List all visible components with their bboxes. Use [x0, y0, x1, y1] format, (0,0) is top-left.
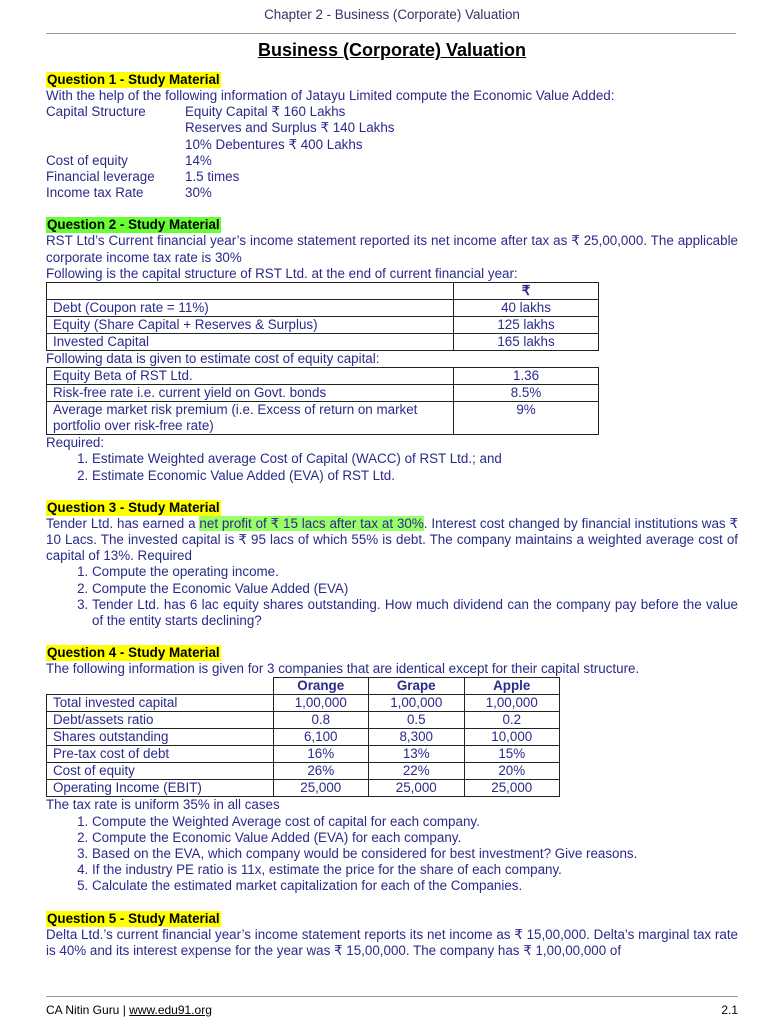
running-header: Chapter 2 - Business (Corporate) Valuation: [264, 7, 520, 22]
list-item: 1. Compute the Weighted Average cost of capital for each company.: [92, 814, 738, 830]
question-2-paragraph: Following data is given to estimate cost of equity capital:: [46, 351, 380, 367]
list-item: 2. Compute the Economic Value Added (EVA): [92, 581, 738, 597]
footer-credit: CA Nitin Guru | www.edu91.org: [46, 1003, 212, 1017]
question-3: [46, 500, 738, 629]
question-4-paragraph: The following information is given for 3 companies that are identical except for their capital structure.: [46, 661, 640, 677]
q1-row: Cost of equity 14%: [46, 152, 212, 168]
list-item: 3. Tender Ltd. has 6 lac equity shares outstanding. How much dividend can the company pay before the value of the entity starts declining?: [92, 597, 738, 629]
question-3-list: [46, 564, 738, 629]
table-row: Risk-free rate i.e. current yield on Govt. bonds 8.5%: [47, 385, 599, 402]
question-2-paragraph: RST Ltd’s Current financial year’s income statement reported its net income after tax as ₹ 25,00,000. The applicable corporate income tax rate is 30%: [46, 233, 738, 265]
table-row: Operating Income (EBIT) 25,000 25,000 25,000: [47, 780, 560, 797]
document-title: Business (Corporate) Valuation: [257, 40, 527, 60]
table-row: Average market risk premium (i.e. Excess of return on market portfolio over risk-free rate) 9%: [47, 402, 599, 435]
question-5: [46, 911, 738, 959]
table-row: Total invested capital 1,00,000 1,00,000 1,00,000: [47, 695, 560, 712]
list-item: 2. Compute the Economic Value Added (EVA) for each company.: [92, 830, 738, 846]
question-3-heading: Question 3 - Study Material: [47, 499, 220, 515]
table-row: ₹: [47, 283, 599, 300]
table-row: Pre-tax cost of debt 16% 13% 15%: [47, 746, 560, 763]
table-row: Shares outstanding 6,100 8,300 10,000: [47, 729, 560, 746]
capital-structure-table: [46, 282, 599, 351]
page-number: 2.1: [721, 1003, 738, 1017]
q1-row: Reserves and Surplus ₹ 140 Lakhs: [185, 120, 395, 136]
list-item: 2. Estimate Economic Value Added (EVA) of RST Ltd.: [92, 468, 738, 484]
table-row: Debt/assets ratio 0.8 0.5 0.2: [47, 712, 560, 729]
table-row: Invested Capital 165 lakhs: [47, 334, 599, 351]
companies-table: [46, 677, 560, 797]
list-item: 3. Based on the EVA, which company would be considered for best investment? Give reasons.: [92, 846, 738, 862]
question-2-list: [46, 451, 738, 483]
table-header-row: Orange Grape Apple: [47, 678, 560, 695]
table-row: Cost of equity 26% 22% 20%: [47, 763, 560, 780]
list-item: 1. Estimate Weighted average Cost of Capital (WACC) of RST Ltd.; and: [92, 451, 738, 467]
q1-row: Capital Structure Equity Capital ₹ 160 Lakhs: [46, 104, 346, 120]
question-2: [46, 217, 738, 483]
header-rule: [46, 33, 736, 34]
cost-of-equity-table: [46, 367, 599, 435]
question-4-heading: Question 4 - Study Material: [47, 645, 220, 661]
page-footer: [46, 996, 738, 1017]
q1-row: Income tax Rate 30%: [46, 185, 212, 201]
table-row: Debt (Coupon rate = 11%) 40 lakhs: [47, 300, 599, 317]
question-1: [46, 72, 738, 201]
highlighted-text: net profit of ₹ 15 lacs after tax at 30%: [199, 515, 424, 531]
required-label: Required:: [46, 435, 105, 451]
question-3-paragraph: Tender Ltd. has earned a net profit of ₹ 15 lacs after tax at 30%. Interest cost changed by financial institutions was ₹ 10 Lacs. The invested capital is ₹ 95 lacs of which 55% is debt. The company maintains a weighted average cost of capital of 13%. Required: [46, 515, 738, 564]
q1-row: Financial leverage 1.5 times: [46, 169, 240, 185]
question-5-paragraph: Delta Ltd.’s current financial year’s income statement reports its net income as ₹ 15,00,000. Delta’s marginal tax rate is 40% and its interest expense for the year was ₹ 15,00,000. The company has ₹ 1,00,00,000 of: [46, 926, 738, 958]
question-4-list: [46, 814, 738, 895]
question-4: [46, 645, 738, 894]
website-link[interactable]: www.edu91.org: [129, 1003, 212, 1017]
question-2-paragraph: Following is the capital structure of RST Ltd. at the end of current financial year:: [46, 265, 518, 281]
table-row: Equity Beta of RST Ltd. 1.36: [47, 368, 599, 385]
list-item: 5. Calculate the estimated market capitalization for each of the Companies.: [92, 878, 738, 894]
question-5-heading: Question 5 - Study Material: [47, 910, 220, 926]
question-4-paragraph: The tax rate is uniform 35% in all cases: [46, 797, 280, 813]
page: [46, 0, 738, 959]
question-2-heading: Question 2 - Study Material: [47, 217, 220, 233]
question-1-intro: With the help of the following information of Jatayu Limited compute the Economic Value Added:: [46, 88, 615, 103]
list-item: 1. Compute the operating income.: [92, 564, 738, 580]
table-row: Equity (Share Capital + Reserves & Surplus) 125 lakhs: [47, 317, 599, 334]
question-1-heading: Question 1 - Study Material: [47, 72, 220, 87]
list-item: 4. If the industry PE ratio is 11x, estimate the price for the share of each company.: [92, 862, 738, 878]
q1-row: 10% Debentures ₹ 400 Lakhs: [185, 136, 363, 152]
